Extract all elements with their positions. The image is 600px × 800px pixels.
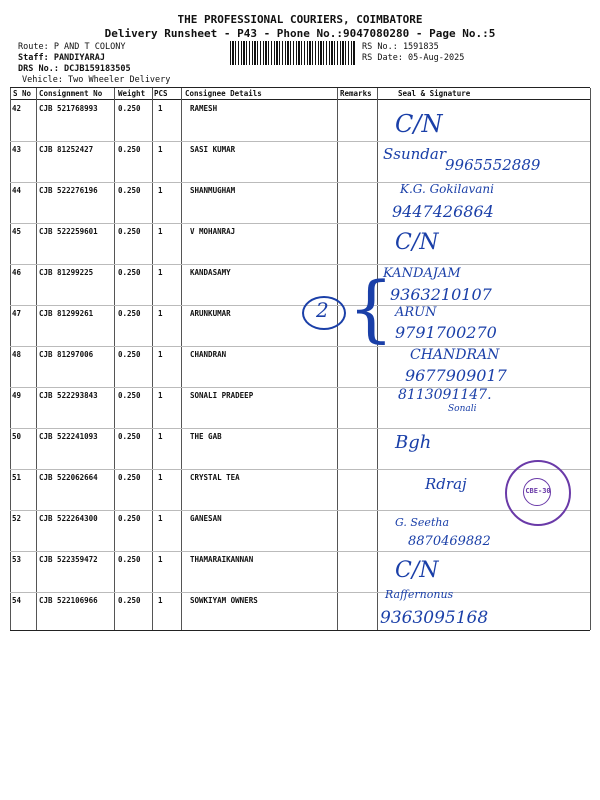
handwritten-note: 9363095168 [380, 608, 489, 628]
row-sno: 47 [12, 309, 22, 318]
row-consignee: THAMARAIKANNAN [190, 555, 254, 564]
handwritten-note: 9965552889 [445, 156, 541, 174]
row-divider [10, 346, 590, 347]
row-sno: 45 [12, 227, 22, 236]
row-weight: 0.250 [118, 104, 141, 113]
row-consignee: SASI KUMAR [190, 145, 236, 154]
row-consignment-no: CJB 81252427 [39, 145, 94, 154]
col-divider [152, 88, 153, 630]
row-weight: 0.250 [118, 514, 141, 523]
row-pcs: 1 [158, 350, 163, 359]
row-weight: 0.250 [118, 227, 141, 236]
row-weight: 0.250 [118, 350, 141, 359]
col-header-consignment: Consignment No [39, 89, 103, 98]
row-pcs: 1 [158, 309, 163, 318]
row-pcs: 1 [158, 186, 163, 195]
row-sno: 52 [12, 514, 22, 523]
row-weight: 0.250 [118, 555, 141, 564]
table-bottom-rule [10, 630, 590, 631]
col-header-pcs: PCS [154, 89, 168, 98]
row-pcs: 1 [158, 104, 163, 113]
row-sno: 54 [12, 596, 22, 605]
row-divider [10, 428, 590, 429]
table-top-rule [10, 87, 590, 88]
row-weight: 0.250 [118, 473, 141, 482]
row-consignment-no: CJB 522264300 [39, 514, 98, 523]
row-consignee: SONALI PRADEEP [190, 391, 254, 400]
header-bottom-rule [10, 99, 590, 100]
row-pcs: 1 [158, 514, 163, 523]
company-stamp [505, 460, 571, 526]
row-divider [10, 469, 590, 470]
row-sno: 46 [12, 268, 22, 277]
handwritten-note: G. Seetha [395, 516, 450, 529]
handwritten-note: 9677909017 [405, 366, 507, 385]
row-consignee: THE GAB [190, 432, 222, 441]
col-header-signature: Seal & Signature [398, 89, 471, 98]
handwritten-note: 8870469882 [408, 534, 491, 549]
row-pcs: 1 [158, 473, 163, 482]
row-sno: 51 [12, 473, 22, 482]
handwritten-note: 9447426864 [392, 202, 494, 221]
row-sno: 44 [12, 186, 22, 195]
row-pcs: 1 [158, 555, 163, 564]
row-pcs: 1 [158, 227, 163, 236]
handwritten-note: CHANDRAN [410, 347, 500, 363]
row-consignee: V MOHANRAJ [190, 227, 236, 236]
col-divider [36, 88, 37, 630]
row-consignee: CHANDRAN [190, 350, 227, 359]
rs-no: RS No.: 1591835 [362, 42, 439, 52]
row-consignment-no: CJB 81297006 [39, 350, 94, 359]
rs-date: RS Date: 05-Aug-2025 [362, 53, 465, 63]
row-divider [10, 510, 590, 511]
row-pcs: 1 [158, 391, 163, 400]
row-divider [10, 264, 590, 265]
row-divider [10, 141, 590, 142]
handwritten-note: C/N [395, 110, 443, 138]
row-consignment-no: CJB 522276196 [39, 186, 98, 195]
row-consignment-no: CJB 81299225 [39, 268, 94, 277]
row-sno: 42 [12, 104, 22, 113]
handwritten-note: C/N [395, 558, 439, 583]
col-divider [10, 88, 11, 630]
row-divider [10, 592, 590, 593]
row-consignee: CRYSTAL TEA [190, 473, 240, 482]
row-pcs: 1 [158, 268, 163, 277]
row-consignee: SHANMUGHAM [190, 186, 236, 195]
col-divider [377, 88, 378, 630]
row-pcs: 1 [158, 596, 163, 605]
row-pcs: 1 [158, 145, 163, 154]
route-label: Route: P AND T COLONY [18, 42, 126, 52]
row-consignment-no: CJB 521768993 [39, 104, 98, 113]
row-weight: 0.250 [118, 596, 141, 605]
handwritten-note: C/N [395, 230, 439, 255]
row-sno: 49 [12, 391, 22, 400]
col-header-weight: Weight [118, 89, 146, 98]
document-subtitle: Delivery Runsheet - P43 - Phone No.:9047080280 - Page No.:5 [104, 27, 496, 40]
handwritten-note: Ssundar [383, 145, 447, 163]
col-header-remarks: Remarks [340, 89, 372, 98]
row-pcs: 1 [158, 432, 163, 441]
row-consignment-no: CJB 81299261 [39, 309, 94, 318]
row-divider [10, 223, 590, 224]
handwritten-note: K.G. Gokilavani [400, 182, 494, 196]
row-weight: 0.250 [118, 186, 141, 195]
handwritten-note: 8113091147. [398, 387, 492, 403]
row-consignment-no: CJB 522062664 [39, 473, 98, 482]
row-consignment-no: CJB 522293843 [39, 391, 98, 400]
circled-mark: 2 [302, 296, 346, 330]
handwritten-signature: Bgh [395, 432, 432, 453]
row-weight: 0.250 [118, 391, 141, 400]
curly-brace-mark: { [348, 266, 394, 350]
col-divider [181, 88, 182, 630]
row-consignee: GANESAN [190, 514, 222, 523]
handwritten-note: KANDAJAM [383, 266, 461, 281]
row-divider [10, 387, 590, 388]
row-weight: 0.250 [118, 145, 141, 154]
row-divider [10, 551, 590, 552]
stamp-text: CBE-30 [525, 487, 551, 495]
col-header-consignee: Consignee Details [185, 89, 262, 98]
row-weight: 0.250 [118, 432, 141, 441]
row-divider [10, 182, 590, 183]
document-title: THE PROFESSIONAL COURIERS, COIMBATORE [177, 13, 423, 26]
handwritten-note: 9363210107 [390, 285, 492, 304]
row-consignment-no: CJB 522259601 [39, 227, 98, 236]
handwritten-note: ARUN [395, 305, 437, 320]
row-consignment-no: CJB 522106966 [39, 596, 98, 605]
row-weight: 0.250 [118, 268, 141, 277]
handwritten-note: Sonali [448, 404, 477, 414]
row-sno: 53 [12, 555, 22, 564]
row-sno: 48 [12, 350, 22, 359]
col-divider [337, 88, 338, 630]
row-consignment-no: CJB 522359472 [39, 555, 98, 564]
vehicle-label: Vehicle: Two Wheeler Delivery [22, 75, 171, 85]
row-divider [10, 305, 590, 306]
staff-label: Staff: PANDIYARAJ [18, 53, 105, 63]
drs-label: DRS No.: DCJB159183505 [18, 64, 131, 74]
handwritten-note: 9791700270 [395, 323, 497, 342]
row-consignee: RAMESH [190, 104, 218, 113]
row-consignee: KANDASAMY [190, 268, 231, 277]
handwritten-signature: Raffernonus [385, 588, 454, 601]
row-sno: 43 [12, 145, 22, 154]
row-weight: 0.250 [118, 309, 141, 318]
row-sno: 50 [12, 432, 22, 441]
col-divider [590, 88, 591, 630]
row-consignee: ARUNKUMAR [190, 309, 231, 318]
col-header-sno: S No [13, 89, 32, 98]
col-divider [114, 88, 115, 630]
row-consignee: SOWKIYAM OWNERS [190, 596, 258, 605]
row-consignment-no: CJB 522241093 [39, 432, 98, 441]
barcode [230, 41, 355, 65]
handwritten-signature: Rdraj [425, 475, 467, 493]
